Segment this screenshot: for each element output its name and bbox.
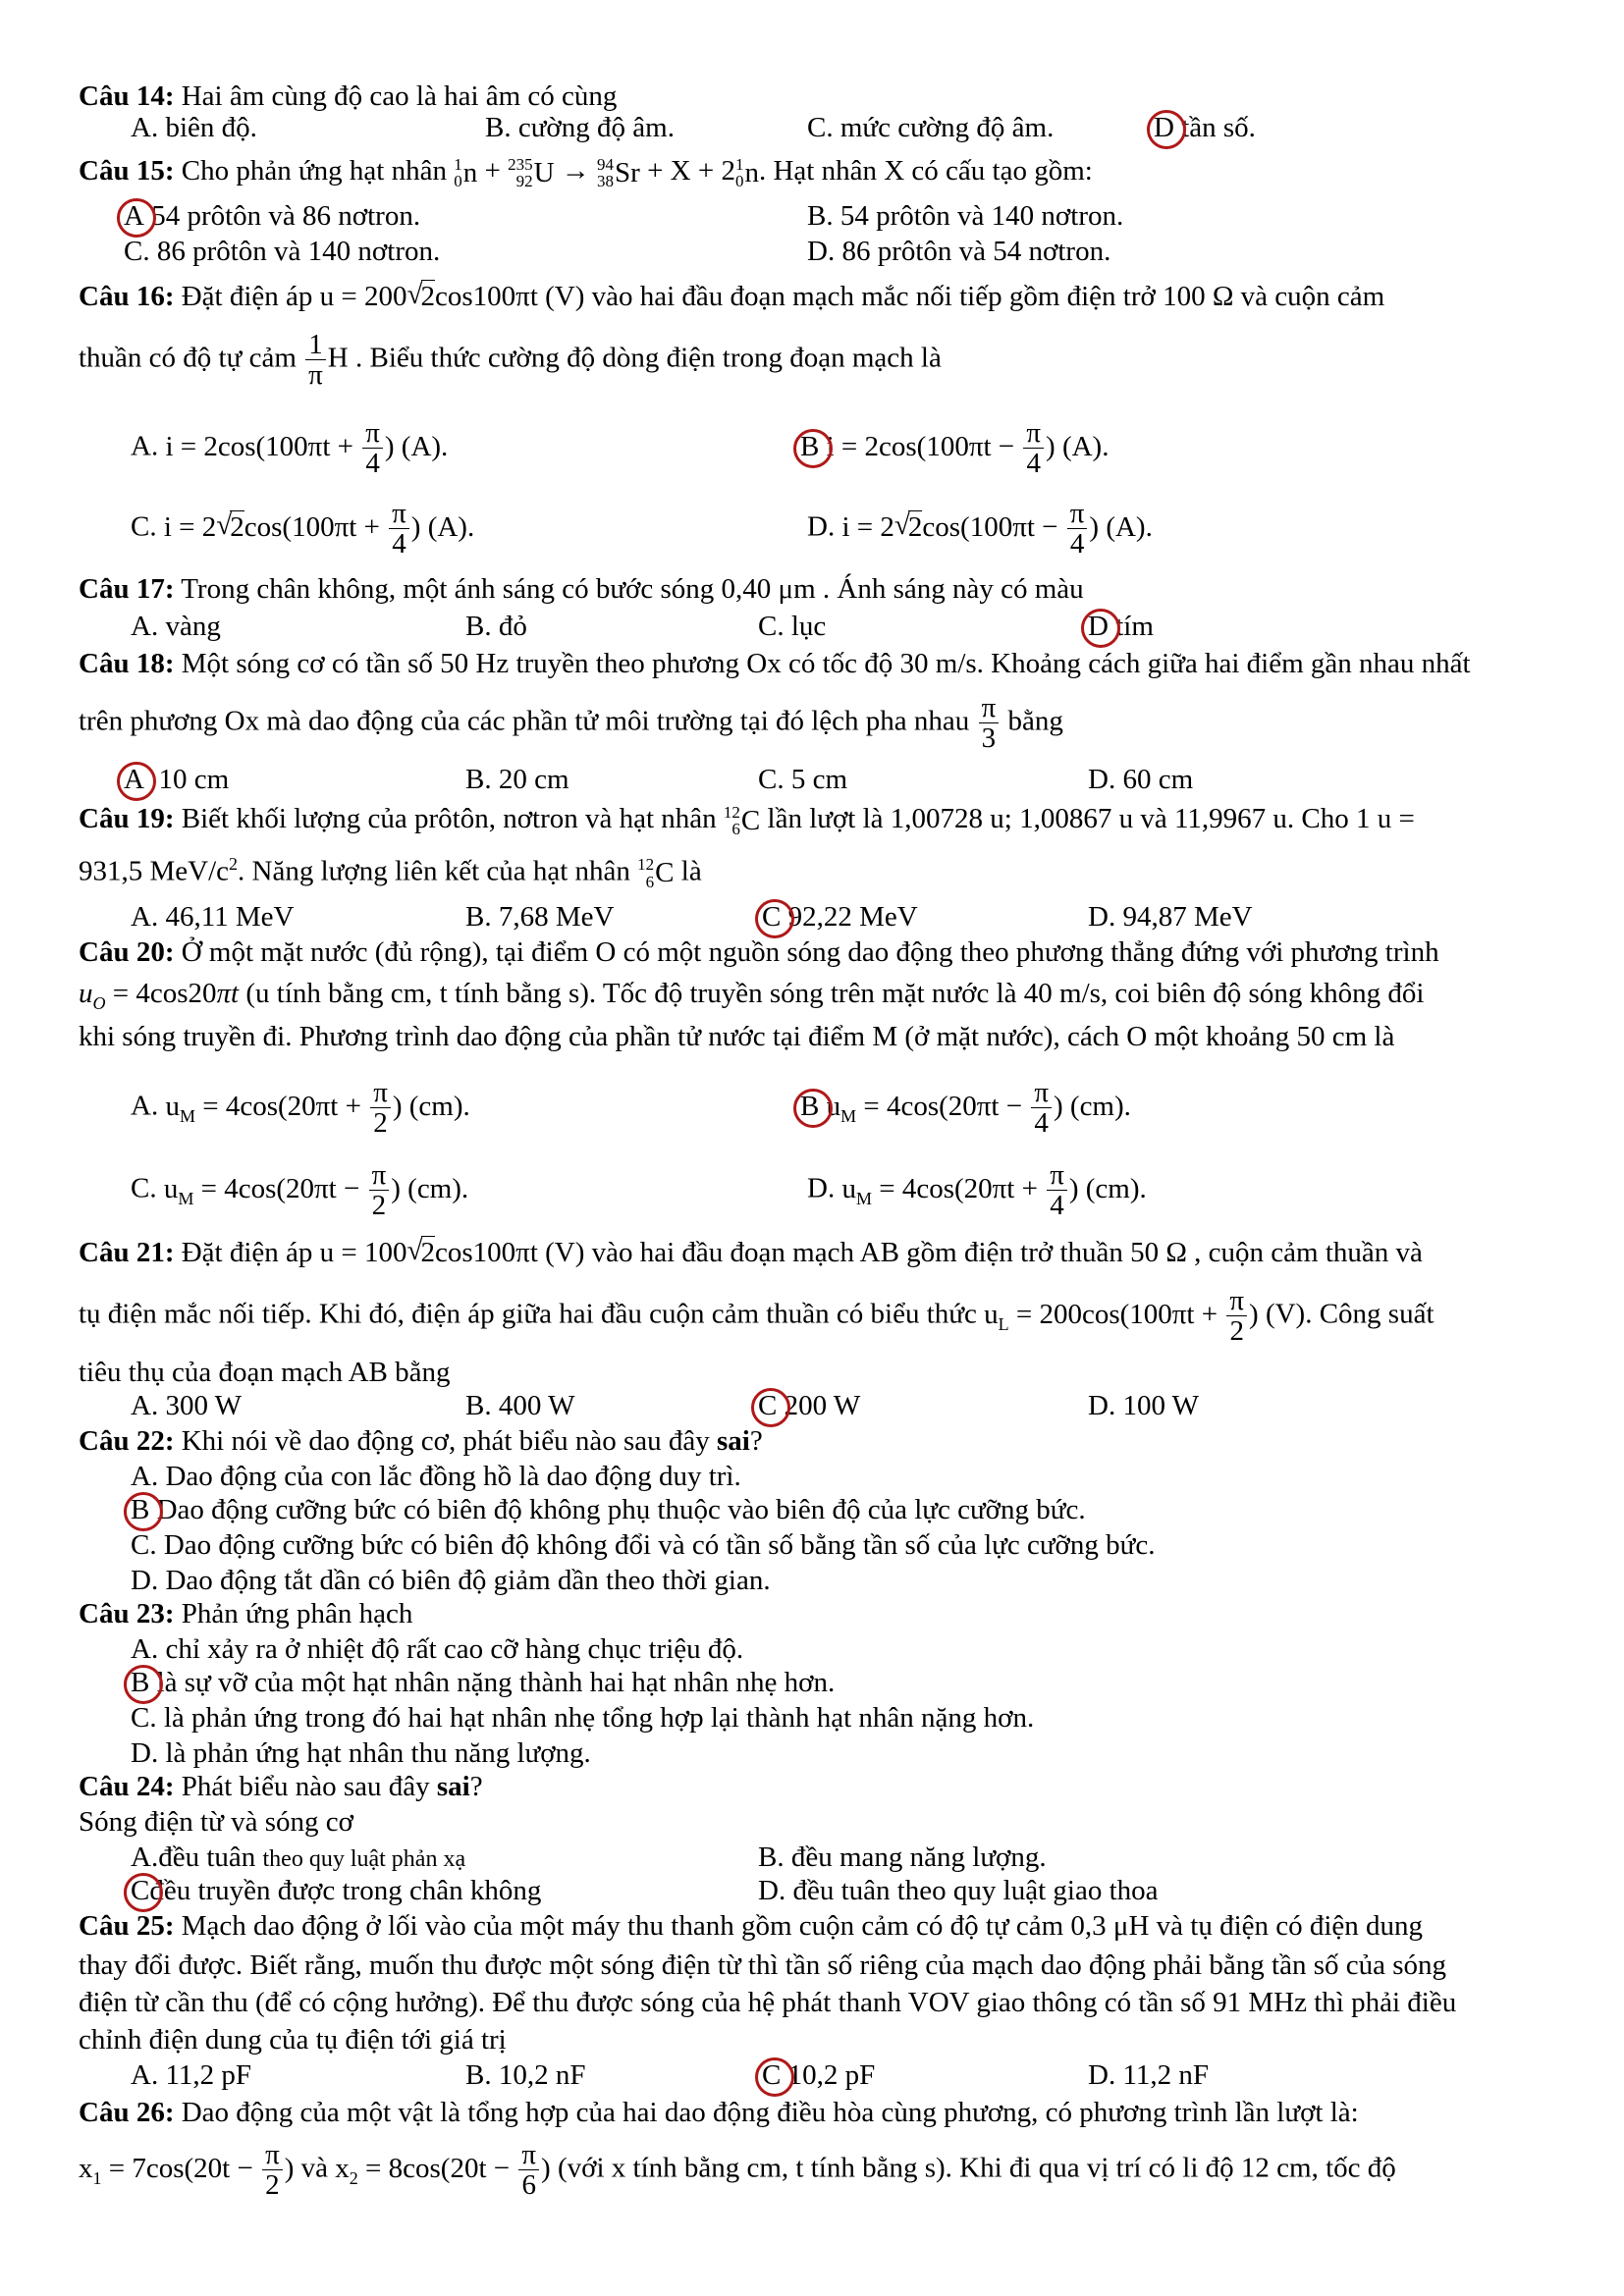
q14-option-a: A. biên độ. [131, 112, 257, 143]
q14-option-b: B. cường độ âm. [485, 112, 675, 143]
answer-circle: B [800, 1090, 820, 1122]
q18-option-c: C. 5 cm [758, 764, 848, 795]
q21-line3: tiêu thụ của đoạn mạch AB bằng [79, 1357, 451, 1388]
q25-option-a: A. 11,2 pF [131, 2059, 251, 2091]
answer-circle: C [762, 901, 782, 933]
answer-circle: D [1088, 611, 1109, 642]
q15-option-d: D. 86 prôtôn và 54 nơtron. [807, 236, 1111, 267]
answer-circle: C [131, 1875, 150, 1906]
q19-option-a: A. 46,11 MeV [131, 901, 295, 933]
q24-stem: Câu 24: Phát biểu nào sau đây sai? [79, 1771, 483, 1802]
answer-circle: D [1154, 112, 1174, 143]
q15-stem: Câu 15: Cho phản ứng hạt nhân 1 0 n + 235 92 U → 94 38 Sr + X + 2 1 0 n. Hạt nhân X có cấu tạo gồm: [79, 154, 1093, 191]
q25-line3: điện từ cần thu (để có cộng hưởng). Để thu được sóng của hệ phát thanh VOV giao thông có tần số 91 MHz thì phải điều [79, 1987, 1457, 2018]
q17-stem: Câu 17: Trong chân không, một ánh sáng có bước sóng 0,40 μm . Ánh sáng này có màu [79, 573, 1084, 605]
q20-option-a: A. $u_M = 4\cos(20\pi t$ + $\frac{\pi}{2}$ ) (cm). [131, 1077, 470, 1140]
q22-option-c: C. Dao động cưỡng bức có biên độ không đổi và có tần số bằng tần số của lực cưỡng bức. [131, 1529, 1156, 1561]
q19-option-d: D. 94,87 MeV [1088, 901, 1253, 933]
q16-option-b: B i = 2cos(100πt − $\frac{\pi}{4}$ ) (A). [800, 417, 1110, 480]
q17-option-a: A. vàng [131, 611, 221, 642]
q22-option-b: B Dao động cưỡng bức có biên độ không phụ thuộc vào biên độ của lực cưỡng bức. [131, 1494, 1086, 1525]
answer-circle: C [762, 2059, 782, 2091]
q21-option-a: A. 300 W [131, 1390, 243, 1421]
reaction-equation: 1 0 n + 235 92 U → 94 38 Sr + X + 2 1 0 n [454, 154, 759, 191]
q16-line1: Câu 16: Đặt điện áp u = 200√ 2cos100πt (V) vào hai đầu đoạn mạch mắc nối tiếp gồm điện trở 100 Ω và cuộn cảm [79, 281, 1384, 313]
q21-option-c: C 200 W [758, 1390, 861, 1421]
answer-circle: B [131, 1667, 150, 1698]
q23-option-c: C. là phản ứng trong đó hai hạt nhân nhẹ tổng hợp lại thành hạt nhân nặng hơn. [131, 1702, 1035, 1734]
q14-option-c: C. mức cường độ âm. [807, 112, 1055, 143]
q23-option-a: A. chỉ xảy ra ở nhiệt độ rất cao cỡ hàng chục triệu độ. [131, 1633, 744, 1665]
q22-option-a: A. Dao động của con lắc đồng hồ là dao động duy trì. [131, 1461, 741, 1492]
q14-option-d: D tần số. [1154, 112, 1256, 143]
q19-option-c: C 92,22 MeV [762, 901, 918, 933]
q23-option-b: B là sự vỡ của một hạt nhân nặng thành hai hạt nhân nhẹ hơn. [131, 1667, 836, 1698]
q17-option-d: D tím [1088, 611, 1154, 642]
q25-line1: Câu 25: Mạch dao động ở lối vào của một máy thu thanh gồm cuộn cảm có độ tự cảm 0,3 μH và tụ điện có điện dung [79, 1910, 1424, 1942]
q25-line4: chỉnh điện dung của tụ điện tới giá trị [79, 2024, 507, 2056]
q20-option-c: C. $u_M = 4\cos(20\pi t$ − $\frac{\pi}{2}$ ) (cm). [131, 1159, 469, 1222]
q21-line1: Câu 21: Đặt điện áp u = 100√ 2cos100πt (V) vào hai đầu đoạn mạch AB gồm điện trở thuần 50 Ω , cuộn cảm thuần và [79, 1237, 1423, 1269]
q22-stem: Câu 22: Khi nói về dao động cơ, phát biểu nào sau đây sai? [79, 1425, 763, 1457]
answer-circle: A [124, 200, 144, 232]
q20-line1: Câu 20: Ở một mặt nước (đủ rộng), tại điểm O có một nguồn sóng dao động theo phương thẳng đứng với phương trình [79, 936, 1439, 968]
q20-option-d: D. $u_M = 4\cos(20\pi t$ + $\frac{\pi}{4}$ ) (cm). [807, 1159, 1147, 1222]
answer-circle: B [131, 1494, 150, 1525]
q16-option-d: D. i = 2√ 2cos(100πt − $\frac{\pi}{4}$ ) (A). [807, 499, 1153, 560]
q18-option-b: B. 20 cm [465, 764, 569, 795]
q22-option-d: D. Dao động tắt dần có biên độ giảm dần theo thời gian. [131, 1565, 771, 1596]
q25-option-c: C 10,2 pF [762, 2059, 876, 2091]
q21-option-b: B. 400 W [465, 1390, 575, 1421]
q20-option-b: B $u_M = 4\cos(20\pi t$ − $\frac{\pi}{4}$ ) (cm). [800, 1077, 1131, 1140]
q19-option-b: B. 7,68 MeV [465, 901, 615, 933]
q15-option-c: C. 86 prôtôn và 140 nơtron. [124, 236, 441, 267]
q21-option-d: D. 100 W [1088, 1390, 1200, 1421]
q24-option-a: A.đều tuân theo quy luật phản xạ [131, 1842, 466, 1873]
q16-option-a: A. i = 2cos(100πt + $\frac{\pi}{4}$ ) (A). [131, 417, 449, 480]
q18-option-a: A 10 cm [124, 764, 230, 795]
q16-line2: thuần có độ tự cảm $\frac{1}{\pi}$ H . Biểu thức cường độ dòng điện trong đoạn mạch là [79, 329, 942, 392]
q15-option-a: A 54 prôtôn và 86 nơtron. [124, 200, 421, 232]
q25-line2: thay đổi được. Biết rằng, muốn thu được một sóng điện từ thì tần số riêng của mạch dao động phải bằng tần số của sóng [79, 1949, 1447, 1981]
q19-line2: 931,5 MeV/$c^2$. Năng lượng liên kết của hạt nhân 12 6 C là [79, 854, 702, 891]
q24-line2: Sóng điện từ và sóng cơ [79, 1806, 353, 1838]
q20-line3: khi sóng truyền đi. Phương trình dao động của phần tử nước tại điểm M (ở mặt nước), cách O một khoảng 50 cm là [79, 1021, 1395, 1052]
q16-option-c: C. i = 2√ 2cos(100πt + $\frac{\pi}{4}$ ) (A). [131, 499, 474, 560]
q18-option-d: D. 60 cm [1088, 764, 1194, 795]
q25-option-d: D. 11,2 nF [1088, 2059, 1209, 2091]
q17-option-c: C. lục [758, 611, 827, 642]
q26-line2: $x_1 = 7\cos(20t$ − $\frac{\pi}{2}$ ) và $x_2 = 8\cos(20t$ − $\frac{\pi}{6}$ ) (với x tính bằng cm, t tính bằng s). Khi đi qua vị trí có li độ 12 cm, tốc độ [79, 2139, 1396, 2202]
q18-line2: trên phương Ox mà dao động của các phần tử môi trường tại đó lệch pha nhau $\frac{\pi}{3}$ bằng [79, 692, 1063, 755]
q26-line1: Câu 26: Dao động của một vật là tổng hợp của hai dao động điều hòa cùng phương, có phương trình lần lượt là: [79, 2097, 1359, 2128]
q24-option-d: D. đều tuân theo quy luật giao thoa [758, 1875, 1159, 1906]
q15-option-b: B. 54 prôtôn và 140 nơtron. [807, 200, 1124, 232]
q18-line1: Câu 18: Một sóng cơ có tần số 50 Hz truyền theo phương Ox có tốc độ 30 m/s. Khoảng cách giữa hai điểm gần nhau nhất [79, 648, 1471, 679]
q17-option-b: B. đỏ [465, 611, 527, 642]
answer-circle: B [800, 430, 820, 462]
q14-stem: Câu 14: Hai âm cùng độ cao là hai âm có cùng [79, 80, 618, 112]
q19-line1: Câu 19: Biết khối lượng của prôtôn, nơtron và hạt nhân 12 6 C lần lượt là 1,00728 u; 1,00867 u và 11,9967 u. Cho 1 u = [79, 802, 1415, 839]
answer-circle: C [758, 1390, 778, 1421]
q23-option-d: D. là phản ứng hạt nhân thu năng lượng. [131, 1737, 591, 1769]
q24-option-c: Cđều truyền được trong chân không [131, 1875, 542, 1906]
q20-line2: $u_O = 4\cos 20\pi t$ (u tính bằng cm, t tính bằng s). Tốc độ truyền sóng trên mặt nước là 40 m/s, coi biên độ sóng không đổi [79, 978, 1425, 1013]
q23-stem: Câu 23: Phản ứng phân hạch [79, 1598, 413, 1629]
q24-option-b: B. đều mang năng lượng. [758, 1842, 1047, 1873]
q25-option-b: B. 10,2 nF [465, 2059, 586, 2091]
q21-line2: tụ điện mắc nối tiếp. Khi đó, điện áp giữa hai đầu cuộn cảm thuần có biểu thức $u_L = 200\cos(100\pi t$ + $\frac{\pi}{2}$ ) (V). Công suất [79, 1285, 1435, 1348]
answer-circle: A [124, 764, 144, 795]
